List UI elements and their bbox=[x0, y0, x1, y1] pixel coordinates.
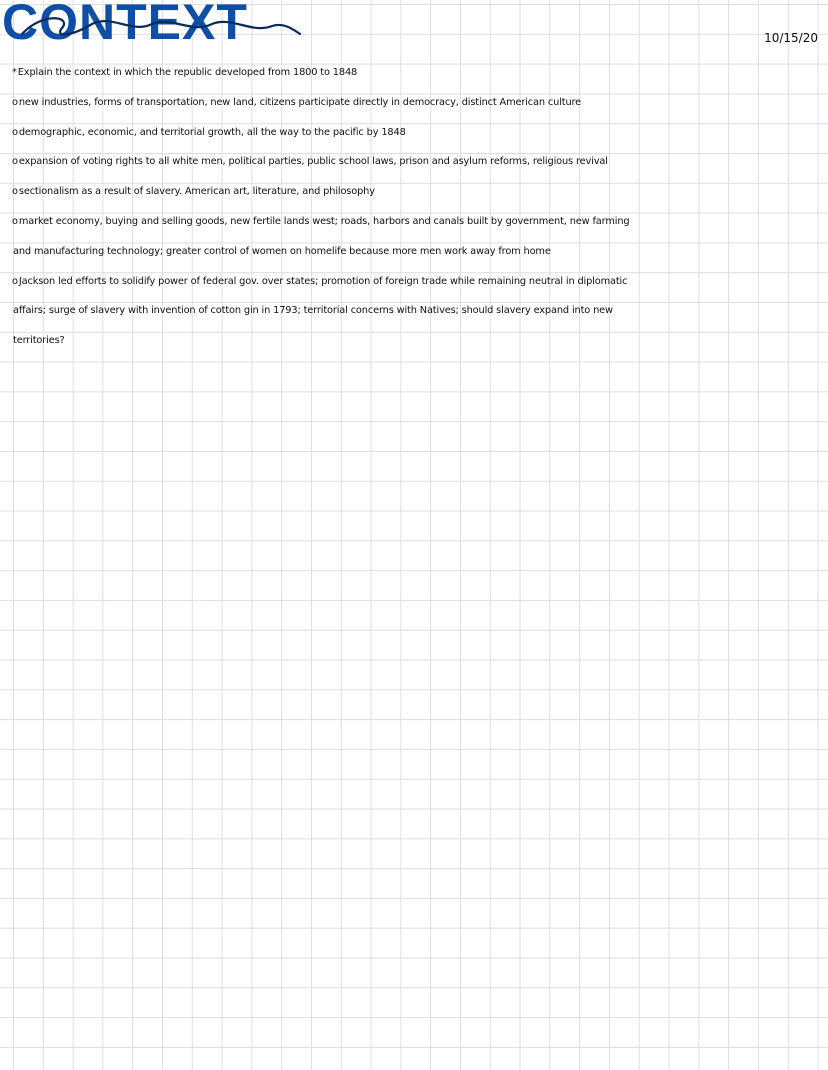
note-text: Explain the context in which the republic developed from 1800 to 1848 bbox=[17, 67, 358, 78]
note-line bbox=[12, 326, 824, 356]
entry-date: 10/15/20 bbox=[764, 31, 818, 45]
note-bullet: o bbox=[12, 156, 18, 168]
note-text: affairs; surge of slavery with invention of cotton gin in 1793; territorial concerns with Natives; should slavery expand into new bbox=[13, 305, 613, 317]
note-line bbox=[12, 237, 824, 267]
notes-body bbox=[12, 58, 824, 356]
page-title bbox=[2, 0, 322, 50]
note-bullet: o bbox=[12, 186, 18, 198]
note-text: demographic, economic, and territorial growth, all the way to the pacific by 1848 bbox=[18, 126, 406, 138]
note-bullet: o bbox=[12, 126, 18, 138]
title-script-overlay bbox=[2, 0, 322, 50]
note-text: territories? bbox=[13, 335, 65, 347]
note-text: new industries, forms of transportation, new land, citizens participate directly in democracy, distinct American culture bbox=[18, 96, 582, 108]
note-text: market economy, buying and selling goods, new fertile lands west; roads, harbors and canals built by government, new farming bbox=[18, 215, 630, 227]
note-bullet: o bbox=[12, 275, 18, 287]
note-bullet: * bbox=[12, 67, 17, 78]
note-text: Jackson led efforts to solidify power of federal gov. over states; promotion of foreign trade while remaining neutral in diplomatic bbox=[18, 275, 628, 287]
note-line bbox=[12, 207, 824, 237]
note-line bbox=[12, 58, 824, 88]
note-text: and manufacturing technology; greater control of women on homelife because more men work away from home bbox=[13, 245, 551, 257]
note-text: sectionalism as a result of slavery. American art, literature, and philosophy bbox=[18, 186, 375, 198]
note-line bbox=[12, 118, 824, 148]
note-bullet: o bbox=[12, 96, 18, 108]
note-bullet: o bbox=[12, 215, 18, 227]
note-line bbox=[12, 267, 824, 297]
note-line bbox=[12, 88, 824, 118]
note-line bbox=[12, 177, 824, 207]
note-line bbox=[12, 296, 824, 326]
title-block-letters: CONTEXT bbox=[2, 0, 248, 50]
note-line bbox=[12, 147, 824, 177]
note-text: expansion of voting rights to all white men, political parties, public school laws, prison and asylum reforms, religious revival bbox=[18, 156, 608, 168]
